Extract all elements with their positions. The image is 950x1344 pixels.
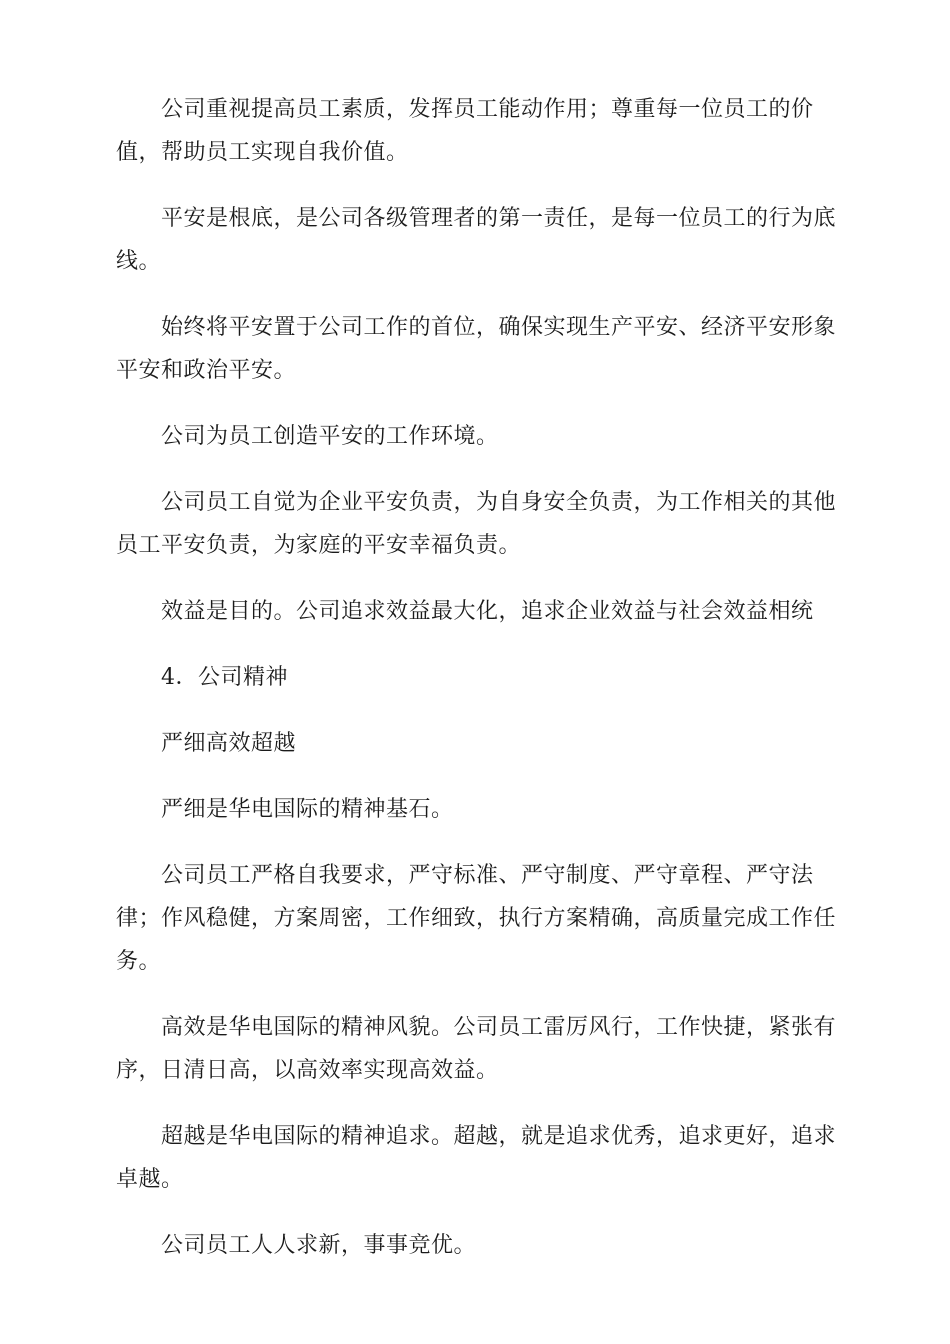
paragraph-excellence: 超越是华电国际的精神追求。超越，就是追求优秀，追求更好，追求卓越。: [116, 1124, 837, 1192]
paragraph-benefit-goal: 效益是目的。公司追求效益最大化，追求企业效益与社会效益相统: [161, 599, 814, 624]
paragraph-rigor-detail: 公司员工严格自我要求，严守标准、严守制度、严守章程、严守法律；作风稳健，方案周密，工作细致，执行方案精确，高质量完成工作任务。: [116, 863, 837, 974]
paragraph-safety-priority: 始终将平安置于公司工作的首位，确保实现生产平安、经济平安形象平安和政治平安。: [116, 315, 837, 383]
paragraph-innovation: 公司员工人人求新，事事竞优。: [161, 1233, 477, 1258]
section-heading-company-spirit: 4．公司精神: [161, 665, 288, 690]
paragraph-safety-responsibility: 公司员工自觉为企业平安负责，为自身安全负责，为工作相关的其他员工平安负责，为家庭的平安幸福负责。: [116, 490, 837, 558]
document-body: [116, 88, 836, 1290]
paragraph-safety-foundation: 平安是根底，是公司各级管理者的第一责任，是每一位员工的行为底线。: [116, 206, 837, 274]
paragraph-employee-value: 公司重视提高员工素质，发挥员工能动作用；尊重每一位员工的价值，帮助员工实现自我价值。: [116, 97, 814, 165]
paragraph-spirit-motto: 严细高效超越: [161, 731, 297, 756]
paragraph-rigor-cornerstone: 严细是华电国际的精神基石。: [161, 797, 454, 822]
paragraph-safe-environment: 公司为员工创造平安的工作环境。: [161, 424, 499, 449]
paragraph-efficiency: 高效是华电国际的精神风貌。公司员工雷厉风行，工作快捷，紧张有序，日清日高，以高效率实现高效益。: [116, 1015, 837, 1083]
